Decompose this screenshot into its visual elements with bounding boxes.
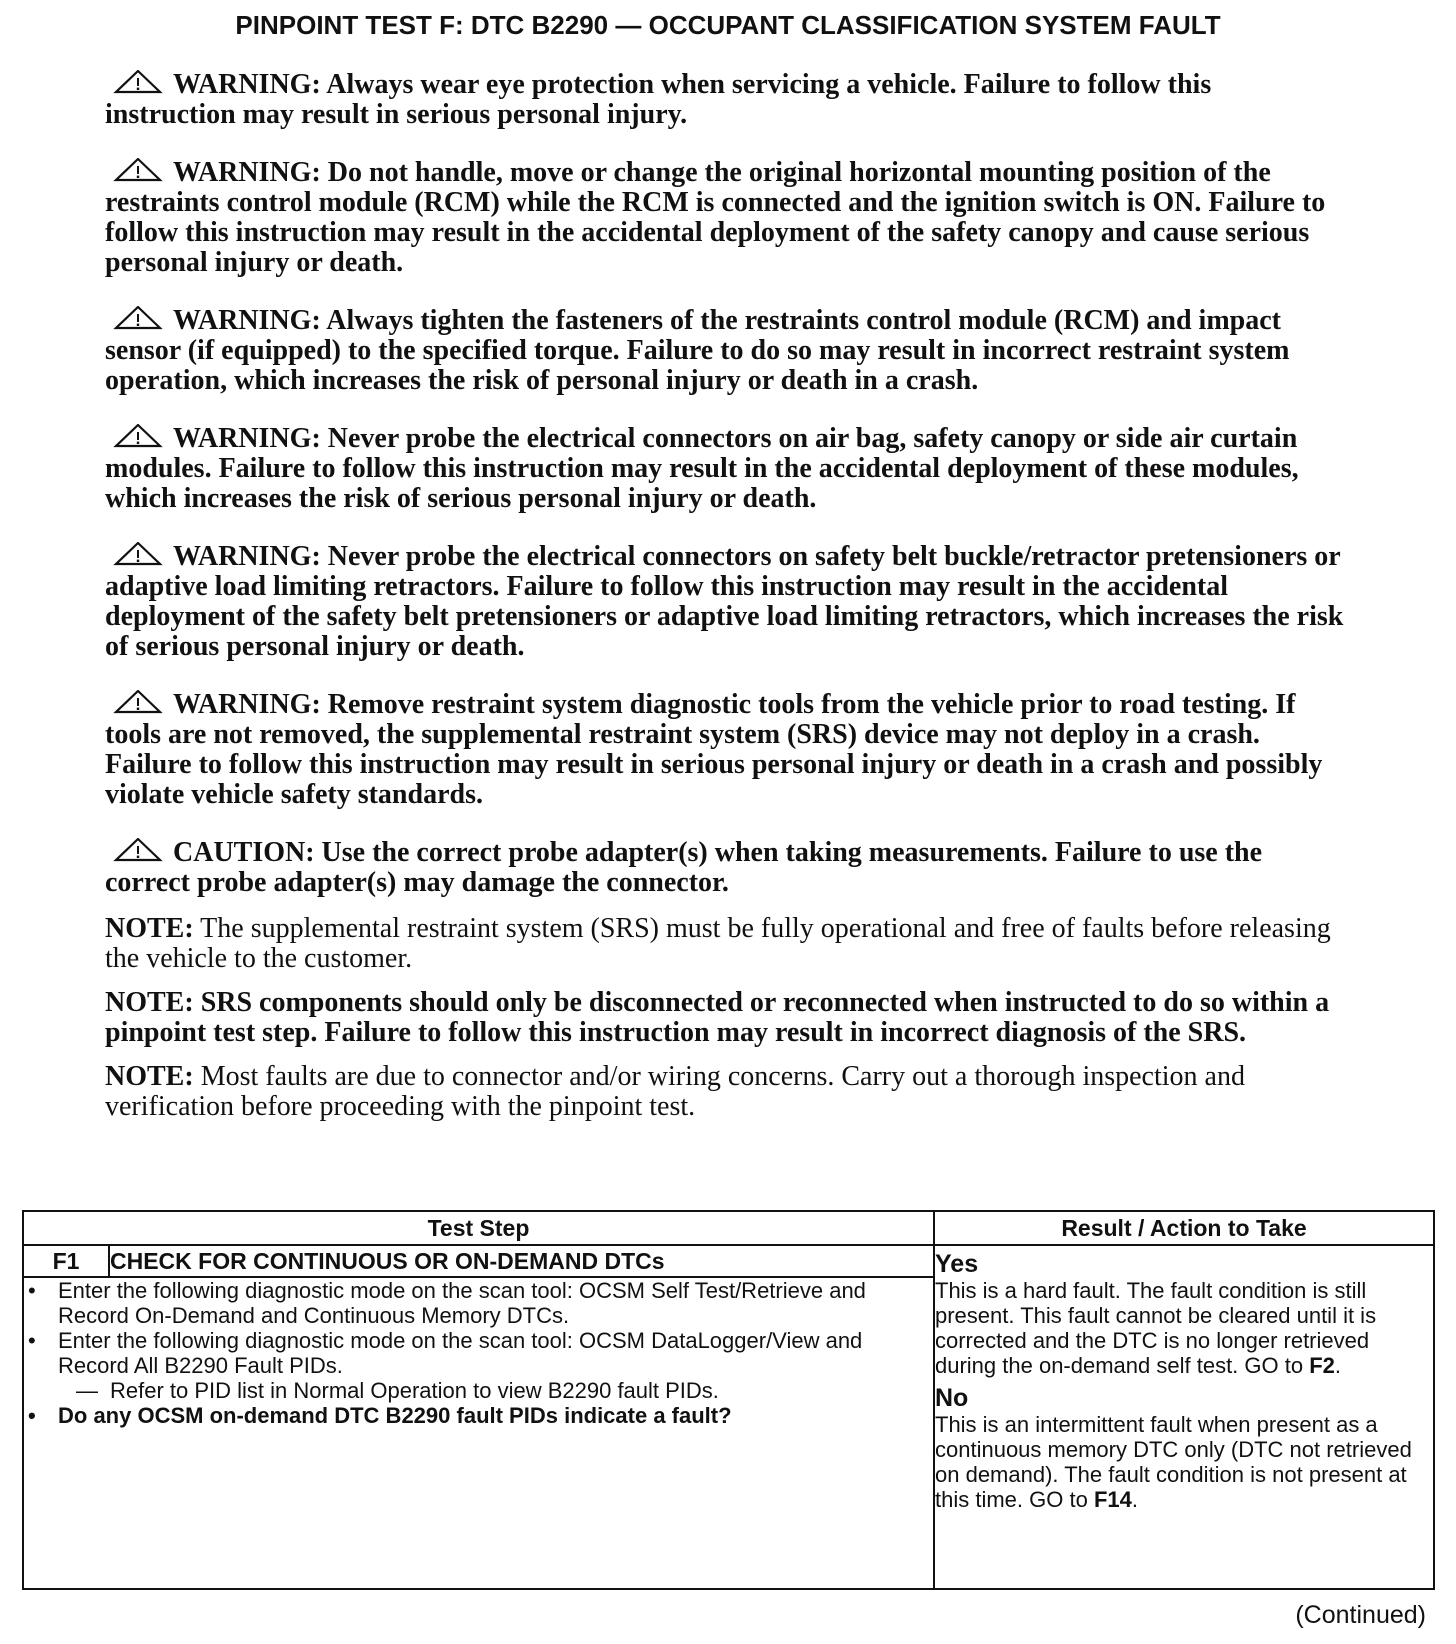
warning-paragraph [105, 306, 1345, 396]
warning-triangle-icon [113, 424, 163, 448]
warning-text: WARNING: Do not handle, move or change the original horizontal mounting position of the restraints control module (RCM) while the RCM is connected and the ignition switch is ON. Failure to follow this instruction may result in the accidental deployment of the safety canopy and cause serious personal injury or death. [105, 157, 1326, 278]
note-paragraph [105, 988, 1345, 1048]
warning-paragraph [105, 424, 1345, 514]
warning-triangle-icon [113, 70, 163, 94]
warning-text: WARNING: Never probe the electrical connectors on air bag, safety canopy or side air curtain modules. Failure to follow this instruction may result in the accidental deployment of these modules, which increases the risk of serious personal injury or death. [105, 423, 1299, 514]
result-cell [934, 1245, 1434, 1589]
warning-paragraph [105, 158, 1345, 278]
warning-text: WARNING: Always tighten the fasteners of the restraints control module (RCM) and impact sensor (if equipped) to the specified torque. Failure to do so may result in incorrect restraint system operation, which increases the risk of personal injury or death in a crash. [105, 305, 1290, 396]
header-test-step: Test Step [23, 1211, 934, 1245]
result-no-text: This is an intermittent fault when present as a continuous memory DTC only (DTC not retrieved on demand). The fault condition is not present at this time. GO to F14. [935, 1412, 1412, 1512]
step-id: F1 [23, 1245, 109, 1277]
step-instructions [23, 1277, 934, 1589]
note-text: The supplemental restraint system (SRS) must be fully operational and free of faults before releasing the vehicle to the customer. [105, 913, 1331, 974]
page-title: PINPOINT TEST F: DTC B2290 — OCCUPANT CLASSIFICATION SYSTEM FAULT [235, 10, 1221, 40]
warning-text: WARNING: Never probe the electrical connectors on safety belt buckle/retractor pretensioners or adaptive load limiting retractors. Failure to follow this instruction may result in the accidental deployment of the safety belt pretensioners or adaptive load limiting retractors, which increases the risk of serious personal injury or death. [105, 541, 1344, 662]
warning-triangle-icon [113, 158, 163, 182]
note-text: SRS components should only be disconnected or reconnected when instructed to do so within a pinpoint test step. Failure to follow this instruction may result in incorrect diagnosis of the SRS. [105, 987, 1330, 1048]
caution-paragraph [105, 838, 1345, 898]
goto-link[interactable]: F14 [1093, 1487, 1132, 1512]
note-paragraph [105, 1062, 1345, 1122]
result-yes-text: This is a hard fault. The fault condition is still present. This fault cannot be cleared until it is corrected and the DTC is no longer retrieved during the on-demand self test. GO to F2. [935, 1278, 1377, 1378]
goto-link[interactable]: F2 [1309, 1353, 1335, 1378]
step-question: • Do any OCSM on-demand DTC B2290 fault PIDs indicate a fault? [24, 1403, 933, 1428]
sub-list-item: — Refer to PID list in Normal Operation to view B2290 fault PIDs. [76, 1378, 719, 1403]
warning-text: WARNING: Always wear eye protection when servicing a vehicle. Failure to follow this instruction may result in serious personal injury. [105, 69, 1212, 130]
result-yes-label: Yes [935, 1250, 979, 1278]
test-step-table [22, 1210, 1435, 1590]
warning-paragraph [105, 690, 1345, 810]
step-title-row [23, 1245, 1434, 1277]
list-item: • Enter the following diagnostic mode on the scan tool: OCSM Self Test/Retrieve and Record On-Demand and Continuous Memory DTCs. [24, 1278, 933, 1328]
result-no-label: No [935, 1384, 969, 1412]
header-result-action: Result / Action to Take [934, 1211, 1434, 1245]
warnings-and-notes [105, 70, 1345, 1136]
warning-text: WARNING: Remove restraint system diagnostic tools from the vehicle prior to road testing. If tools are not removed, the supplemental restraint system (SRS) device may not deploy in a crash. Failure to follow this instruction may result in serious personal injury or death in a crash and possibly violate vehicle safety standards. [105, 689, 1323, 810]
note-label: NOTE: [105, 913, 194, 944]
warning-triangle-icon [113, 306, 163, 330]
warning-paragraph [105, 70, 1345, 130]
note-label: NOTE: [105, 1061, 194, 1092]
warning-paragraph [105, 542, 1345, 662]
continued-label: (Continued) [1295, 1601, 1426, 1629]
caution-text: CAUTION: Use the correct probe adapter(s) when taking measurements. Failure to use the correct probe adapter(s) may damage the connector. [105, 837, 1263, 898]
warning-triangle-icon [113, 690, 163, 714]
step-title: CHECK FOR CONTINUOUS OR ON-DEMAND DTCs [109, 1245, 934, 1277]
table-header-row [23, 1211, 1434, 1245]
warning-triangle-icon [113, 838, 163, 862]
note-paragraph [105, 914, 1345, 974]
warning-triangle-icon [113, 542, 163, 566]
note-text: Most faults are due to connector and/or wiring concerns. Carry out a thorough inspection and verification before proceeding with the pinpoint test. [105, 1061, 1245, 1122]
list-item: • Enter the following diagnostic mode on the scan tool: OCSM DataLogger/View and Record All B2290 Fault PIDs. [24, 1328, 933, 1378]
note-label: NOTE: [105, 987, 194, 1018]
dash-marker: — [76, 1378, 98, 1403]
